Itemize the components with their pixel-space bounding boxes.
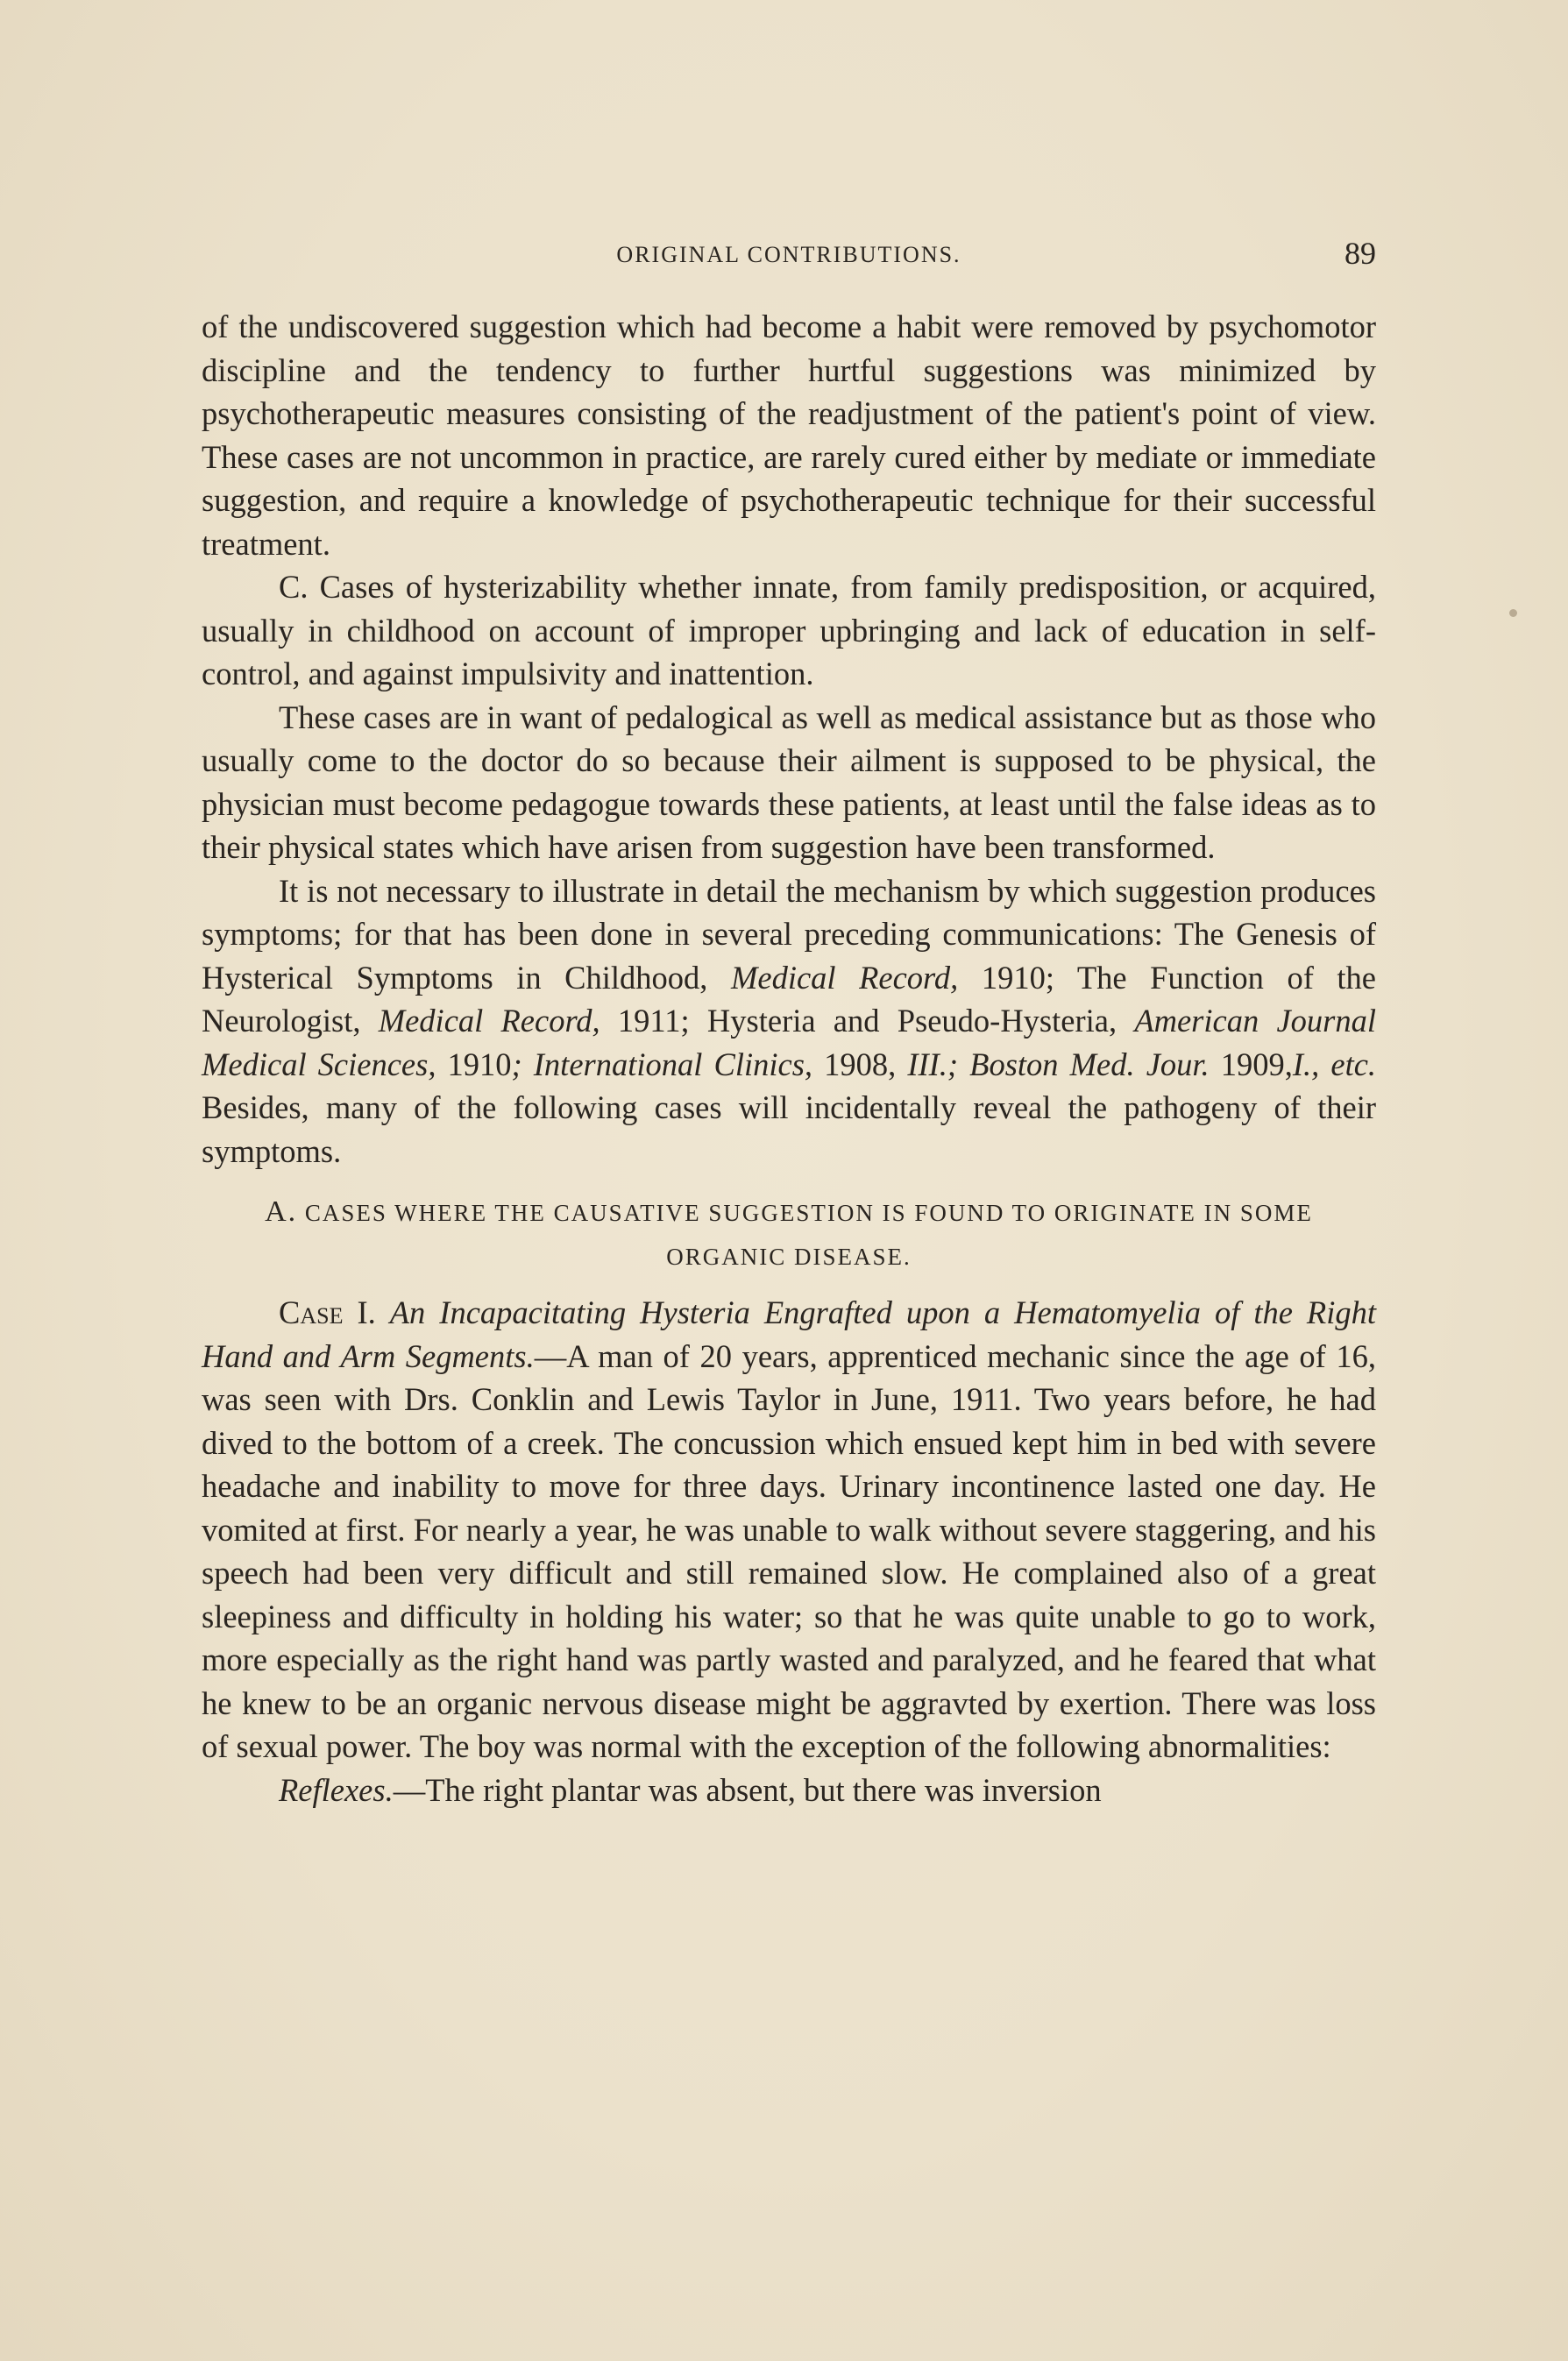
case-text: —A man of 20 years, apprenticed mechanic since the age of 16, was seen with Drs. Conklin and Lewis Taylor in June, 1911. Two years before, he had dived to the bottom of a creek. The concussion which ensued kept him in bed with severe headache and inability to move for three days. Urinary incontinence lasted one day. He vomited at first. For nearly a year, he was unable to walk without severe staggering, and his speech had been very difficult and still remained slow. He complained also of a great sleepiness and difficulty in holding his water; so that he was quite unable to go to work, more especially as the right hand was partly wasted and paralyzed, and he feared that what he knew to be an organic nervous disease might be aggravted by exertion. There was loss of sexual power. The boy was normal with the exception of the following abnormalities:: [202, 1337, 1376, 1764]
citation-journal: ; International Clinics,: [511, 1046, 813, 1082]
citation-journal: American Journal Medical Sciences,: [202, 1003, 1376, 1082]
page-header: [202, 235, 1376, 279]
paragraph-references: [202, 869, 1376, 1173]
section-letter: A.: [265, 1195, 298, 1228]
paragraph-pedagogical: These cases are in want of pedalogical as well as medical assistance but as those who usually come to the doctor do so because their ailment is supposed to be physical, the physician must become pedagogue towards these patients, at least until the false ideas as to their physical states which have arisen from suggestion have been transformed.: [202, 698, 1376, 865]
paragraph-continuation: of the undiscovered suggestion which had become a habit were removed by psychomotor discipline and the tendency to further hurtful suggestions was minimized by psychotherapeutic measures consisting of the readjustment of the patient's point of view. These cases are not uncommon in practice, are rarely cured either by mediate or immediate suggestion, and require a knowledge of psychotherapeutic technique for their successful treatment.: [202, 308, 1376, 562]
page-body: [202, 305, 1376, 1812]
citation-journal: III.; Boston Med. Jour.: [907, 1046, 1210, 1082]
paragraph-reflexes: [202, 1769, 1376, 1812]
case-label: Case I.: [279, 1294, 376, 1330]
citation-journal: Medical Record,: [730, 959, 959, 996]
reflexes-label: Reflexes.: [279, 1771, 394, 1808]
citation-abbrev: I., etc.: [1292, 1046, 1377, 1082]
running-head: ORIGINAL CONTRIBUTIONS.: [616, 242, 961, 267]
text-run: 1911; Hysteria and Pseudo-Hysteria,: [600, 1003, 1135, 1039]
paragraph-case-c: C. Cases of hysterizability whether innate, from family predisposition, or acquired, usually in childhood on account of improper upbringing and lack of education in self-control, and against impulsivity and inattention.: [202, 569, 1376, 691]
case-title: An Incapacitating Hysteria Engrafted upon a Hematomyelia of the Right Hand and Arm Segments.: [202, 1294, 1376, 1374]
text-run: 1910: [436, 1046, 512, 1082]
paragraph-case-1: [202, 1291, 1376, 1769]
text-run: 1909,: [1209, 1046, 1293, 1082]
text-run: 1910; The Function of the Neurologist,: [202, 959, 1377, 1039]
text-run: It is not necessary to illustrate in detail the mechanism by which suggestion produces symptoms; for that has been done in several preceding communications: The Genesis of Hysterical Symptoms in Childhood,: [202, 872, 1376, 996]
text-run: Besides, many of the following cases will incidentally reveal the pathogeny of their symptoms.: [202, 1089, 1376, 1169]
citation-journal: Medical Record,: [378, 1003, 600, 1039]
page-number: 89: [1345, 236, 1376, 271]
section-title: CASES WHERE THE CAUSATIVE SUGGESTION IS FOUND TO ORIGINATE IN SOME ORGANIC DISEASE.: [304, 1200, 1313, 1270]
reflexes-text: —The right plantar was absent, but there was inversion: [393, 1771, 1102, 1808]
paper-spot: [1509, 609, 1517, 617]
text-run: 1908,: [812, 1046, 908, 1082]
section-heading-a: [202, 1190, 1376, 1279]
